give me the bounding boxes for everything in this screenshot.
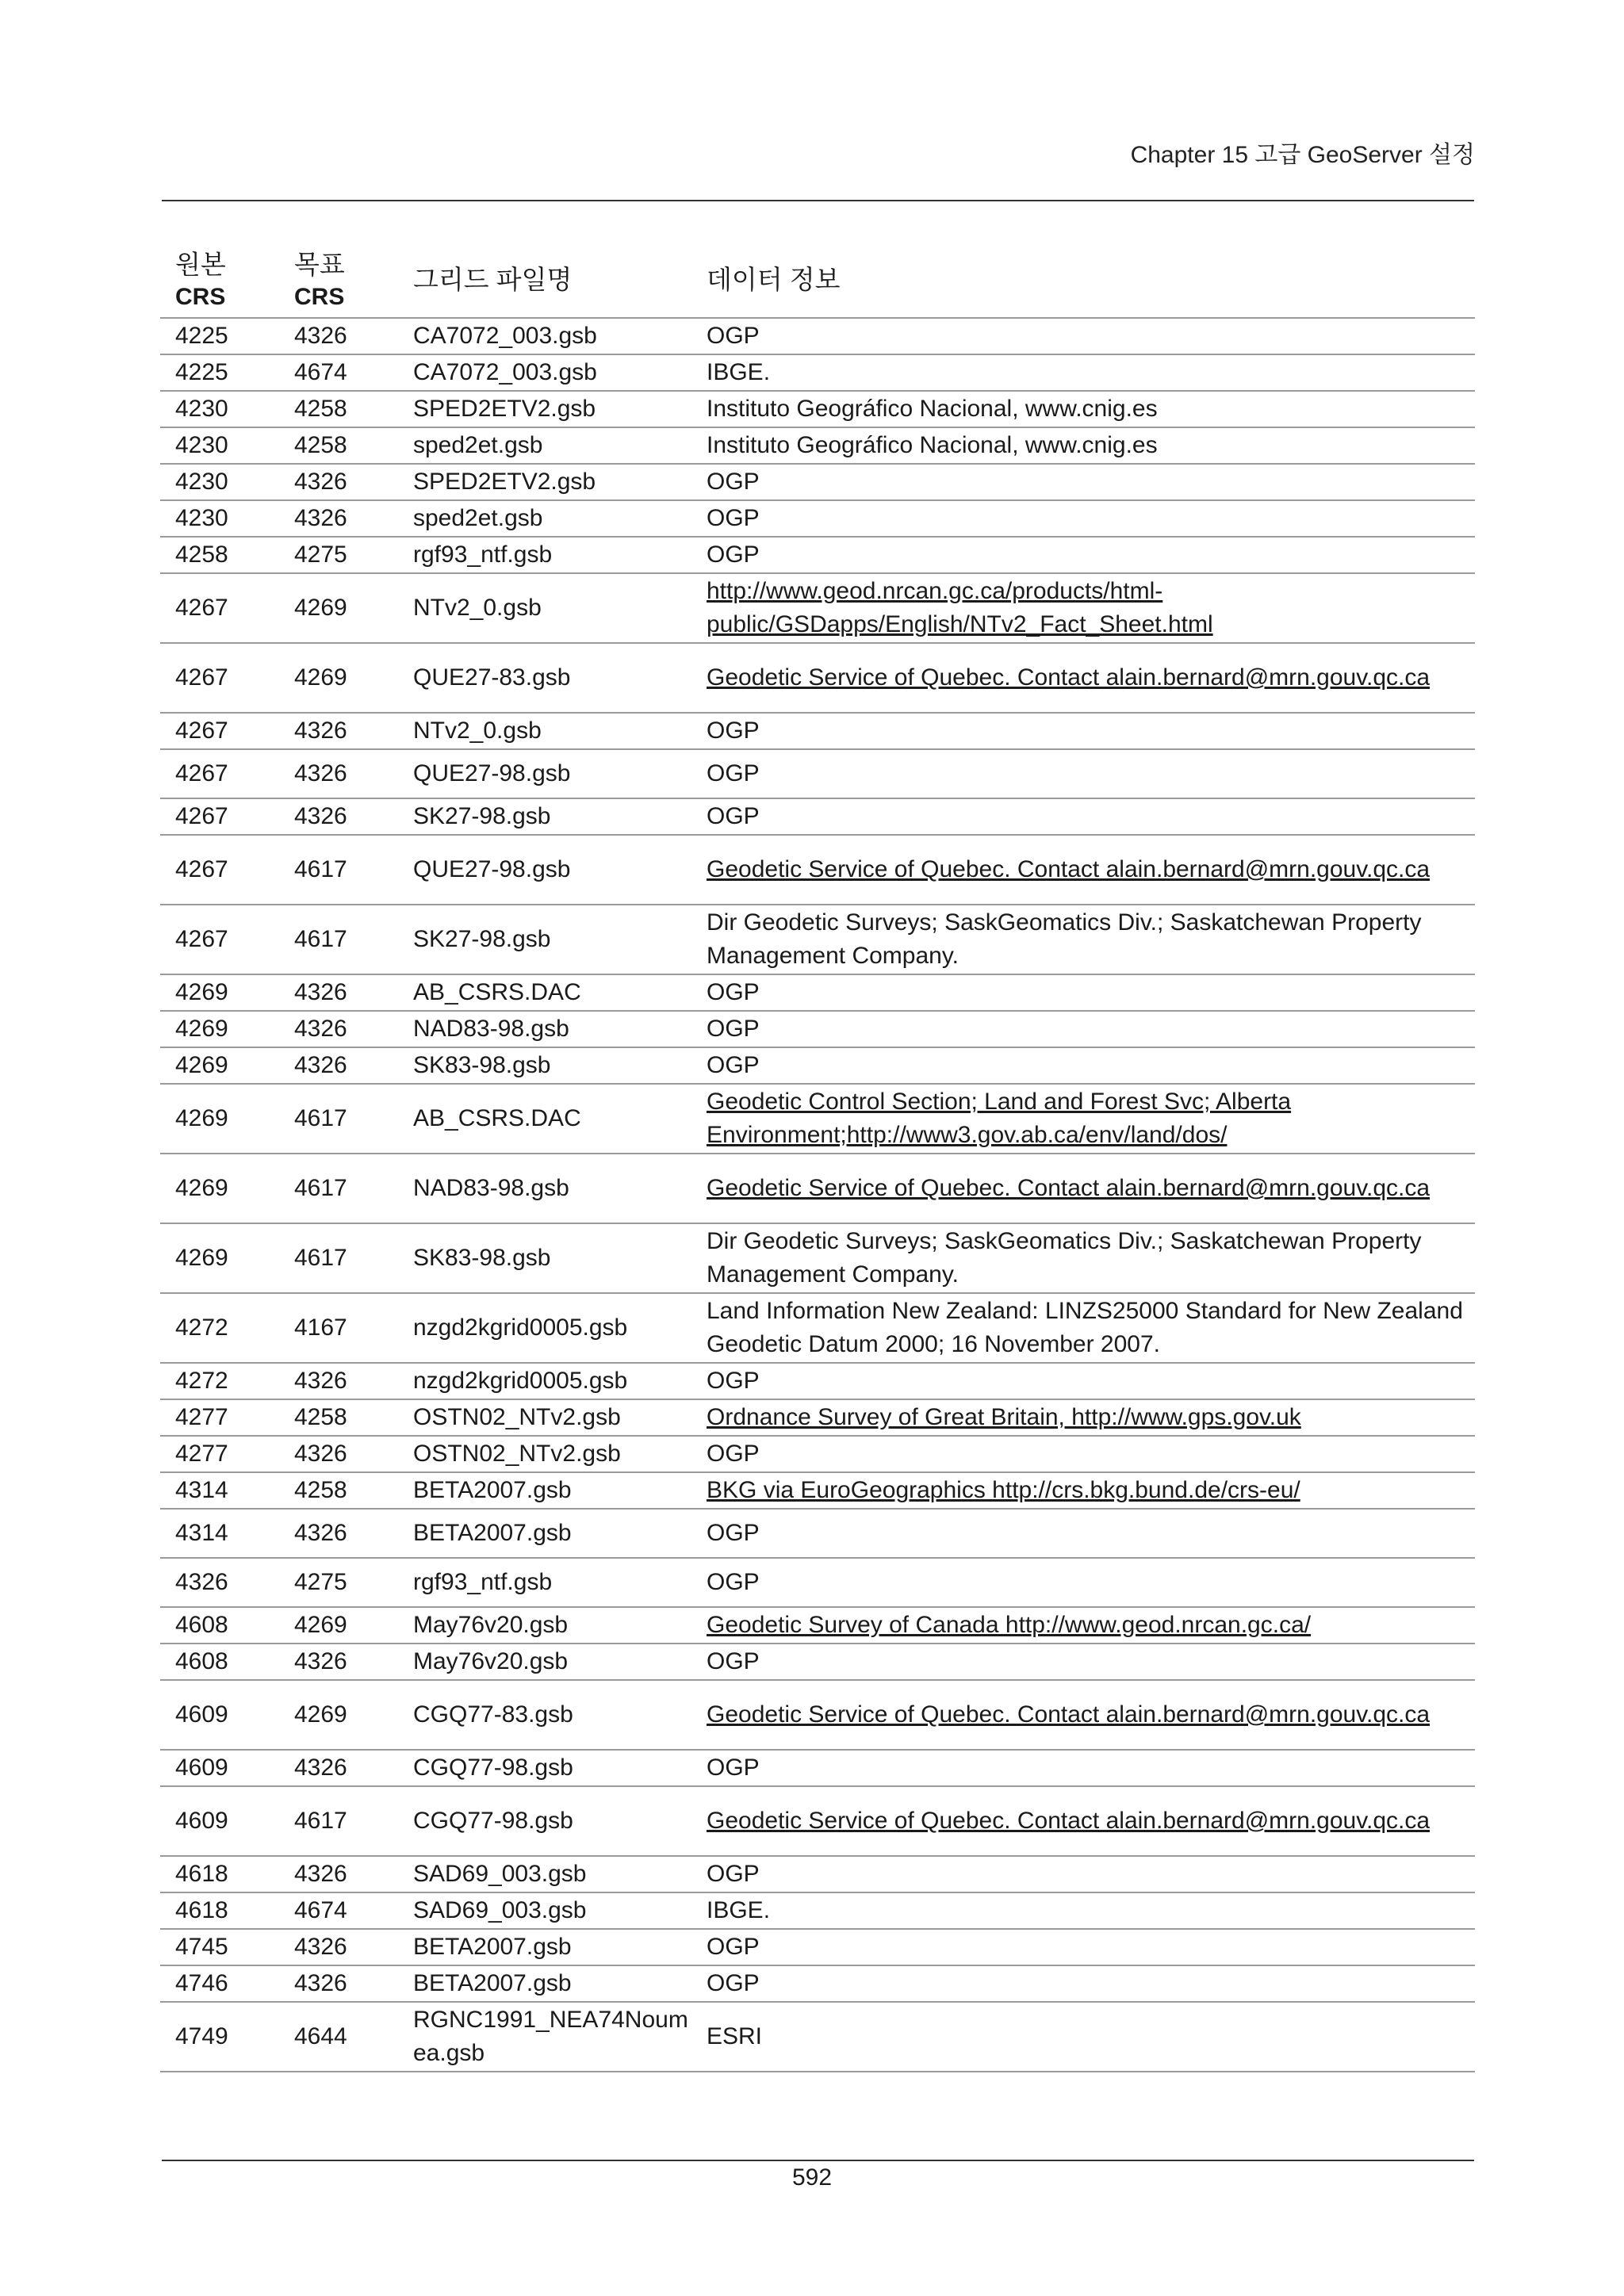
data-info-text: Dir Geodetic Surveys; SaskGeomatics Div.; Saskatchewan Property Management Company. <box>707 909 1422 969</box>
data-info-text: ESRI <box>707 2023 763 2049</box>
target-crs-cell: 4275 <box>279 1558 398 1607</box>
grid-file-cell: May76v20.gsb <box>398 1607 691 1644</box>
target-crs-cell: 4258 <box>279 1399 398 1436</box>
target-crs-cell: 4269 <box>279 573 398 643</box>
grid-file-cell: AB_CSRS.DAC <box>398 1084 691 1154</box>
source-crs-cell: 4269 <box>160 974 279 1011</box>
target-crs-cell: 4674 <box>279 1892 398 1929</box>
grid-file-cell: SK83-98.gsb <box>398 1223 691 1293</box>
data-info-text: OGP <box>707 1648 760 1674</box>
target-crs-cell: 4326 <box>279 1436 398 1472</box>
grid-file-cell: sped2et.gsb <box>398 500 691 537</box>
data-info-text: OGP <box>707 803 760 829</box>
table-row <box>160 1472 1475 1509</box>
data-info-text: OGP <box>707 718 760 744</box>
data-info-text: OGP <box>707 1052 760 1078</box>
table-row <box>160 1223 1475 1293</box>
source-crs-cell: 4618 <box>160 1856 279 1892</box>
table-row <box>160 2002 1475 2072</box>
source-crs-cell: 4314 <box>160 1472 279 1509</box>
target-crs-cell: 4326 <box>279 749 398 798</box>
target-crs-cell: 4644 <box>279 2002 398 2072</box>
page-number: 592 <box>791 2164 833 2191</box>
table-row <box>160 974 1475 1011</box>
data-info-text: OGP <box>707 1520 760 1546</box>
data-info-cell[interactable] <box>691 1680 1475 1750</box>
source-crs-cell: 4269 <box>160 1047 279 1084</box>
data-info-cell <box>691 500 1475 537</box>
grid-file-table <box>160 247 1475 2072</box>
data-info-text: Instituto Geográfico Nacional, www.cnig.es <box>707 432 1158 458</box>
header-data-info: 데이터 정보 <box>691 247 1475 318</box>
data-info-cell <box>691 713 1475 749</box>
data-info-text: OGP <box>707 760 760 786</box>
target-crs-cell: 4617 <box>279 905 398 974</box>
table-row <box>160 427 1475 464</box>
data-info-cell[interactable] <box>691 1607 1475 1644</box>
grid-file-cell: NAD83-98.gsb <box>398 1011 691 1047</box>
data-info-cell <box>691 391 1475 427</box>
target-crs-cell: 4326 <box>279 974 398 1011</box>
data-info-cell <box>691 749 1475 798</box>
source-crs-cell: 4608 <box>160 1607 279 1644</box>
source-crs-cell: 4269 <box>160 1011 279 1047</box>
data-info-cell <box>691 318 1475 354</box>
data-info-text: Dir Geodetic Surveys; SaskGeomatics Div.; Saskatchewan Property Management Company. <box>707 1228 1422 1288</box>
grid-file-cell: CA7072_003.gsb <box>398 354 691 391</box>
grid-file-cell: CGQ77-98.gsb <box>398 1786 691 1856</box>
data-info-cell <box>691 1558 1475 1607</box>
source-crs-cell: 4609 <box>160 1750 279 1786</box>
data-info-text: Land Information New Zealand: LINZS25000 Standard for New Zealand Geodetic Datum 2000; 16 November 2007. <box>707 1298 1463 1357</box>
data-info-text: OGP <box>707 979 760 1005</box>
data-info-text: OGP <box>707 1970 760 1996</box>
data-info-link[interactable]: Geodetic Service of Quebec. Contact alain.bernard@mrn.gouv.qc.ca <box>707 1701 1431 1728</box>
source-crs-cell: 4267 <box>160 749 279 798</box>
source-crs-cell: 4609 <box>160 1786 279 1856</box>
table-row <box>160 1786 1475 1856</box>
table-row <box>160 1680 1475 1750</box>
grid-file-cell: NTv2_0.gsb <box>398 713 691 749</box>
data-info-text: IBGE. <box>707 359 771 385</box>
header-target-label: 목표 <box>294 250 345 279</box>
footer-divider <box>162 2160 1474 2161</box>
target-crs-cell: 4326 <box>279 464 398 500</box>
source-crs-cell: 4272 <box>160 1293 279 1363</box>
grid-file-cell: CGQ77-98.gsb <box>398 1750 691 1786</box>
table-row <box>160 1644 1475 1680</box>
source-crs-cell: 4272 <box>160 1363 279 1399</box>
target-crs-cell: 4617 <box>279 1223 398 1293</box>
target-crs-cell: 4275 <box>279 537 398 573</box>
table-row <box>160 1929 1475 1965</box>
data-info-cell <box>691 905 1475 974</box>
target-crs-cell: 4326 <box>279 713 398 749</box>
data-info-cell[interactable] <box>691 1786 1475 1856</box>
target-crs-cell: 4326 <box>279 1750 398 1786</box>
data-info-cell[interactable] <box>691 1154 1475 1223</box>
header-target-crs-label: CRS <box>294 284 345 310</box>
data-info-cell <box>691 1750 1475 1786</box>
data-info-cell <box>691 1644 1475 1680</box>
table-row <box>160 1892 1475 1929</box>
data-info-text: OGP <box>707 1861 760 1887</box>
data-info-link[interactable]: Geodetic Service of Quebec. Contact alain.bernard@mrn.gouv.qc.ca <box>707 664 1431 691</box>
data-info-cell <box>691 1047 1475 1084</box>
source-crs-cell: 4225 <box>160 318 279 354</box>
target-crs-cell: 4617 <box>279 1154 398 1223</box>
data-info-cell <box>691 1856 1475 1892</box>
data-info-link[interactable]: BKG via EuroGeographics http://crs.bkg.bund.de/crs-eu/ <box>707 1477 1300 1503</box>
table-body <box>160 318 1475 2072</box>
source-crs-cell: 4225 <box>160 354 279 391</box>
source-crs-cell: 4267 <box>160 643 279 713</box>
grid-file-cell: SAD69_003.gsb <box>398 1856 691 1892</box>
table-row <box>160 1047 1475 1084</box>
data-info-cell <box>691 464 1475 500</box>
data-info-cell <box>691 2002 1475 2072</box>
source-crs-cell: 4745 <box>160 1929 279 1965</box>
grid-file-cell: nzgd2kgrid0005.gsb <box>398 1363 691 1399</box>
data-info-text: OGP <box>707 1755 760 1781</box>
data-info-text: OGP <box>707 1368 760 1394</box>
grid-file-cell: CGQ77-83.gsb <box>398 1680 691 1750</box>
source-crs-cell: 4608 <box>160 1644 279 1680</box>
target-crs-cell: 4326 <box>279 318 398 354</box>
source-crs-cell: 4230 <box>160 500 279 537</box>
source-crs-cell: 4230 <box>160 464 279 500</box>
target-crs-cell: 4326 <box>279 1929 398 1965</box>
table-row <box>160 713 1475 749</box>
grid-file-table-container <box>160 247 1475 2072</box>
source-crs-cell: 4269 <box>160 1223 279 1293</box>
grid-file-cell: RGNC1991_NEA74Noumea.gsb <box>398 2002 691 2072</box>
grid-file-cell: SAD69_003.gsb <box>398 1892 691 1929</box>
target-crs-cell: 4167 <box>279 1293 398 1363</box>
target-crs-cell: 4269 <box>279 1607 398 1644</box>
data-info-link[interactable]: http://www.geod.nrcan.gc.ca/products/html-public/GSDapps/English/NTv2_Fact_Sheet.html <box>707 578 1213 637</box>
header-source-crs-label: CRS <box>175 284 226 310</box>
grid-file-cell: BETA2007.gsb <box>398 1965 691 2002</box>
data-info-cell[interactable] <box>691 835 1475 905</box>
source-crs-cell: 4267 <box>160 573 279 643</box>
source-crs-cell: 4258 <box>160 537 279 573</box>
table-row <box>160 1084 1475 1154</box>
grid-file-cell: BETA2007.gsb <box>398 1509 691 1558</box>
header-grid-file: 그리드 파일명 <box>398 247 691 318</box>
grid-file-cell: QUE27-98.gsb <box>398 749 691 798</box>
grid-file-cell: QUE27-83.gsb <box>398 643 691 713</box>
header-source-crs <box>160 247 279 318</box>
data-info-cell <box>691 1929 1475 1965</box>
data-info-text: OGP <box>707 323 760 349</box>
target-crs-cell: 4269 <box>279 643 398 713</box>
target-crs-cell: 4326 <box>279 1509 398 1558</box>
table-row <box>160 537 1475 573</box>
table-row <box>160 749 1475 798</box>
data-info-cell[interactable] <box>691 573 1475 643</box>
data-info-cell[interactable] <box>691 1084 1475 1154</box>
table-row <box>160 905 1475 974</box>
table-row <box>160 1856 1475 1892</box>
table-row <box>160 1607 1475 1644</box>
grid-file-cell: QUE27-98.gsb <box>398 835 691 905</box>
data-info-cell <box>691 1436 1475 1472</box>
data-info-cell <box>691 1363 1475 1399</box>
target-crs-cell: 4617 <box>279 1786 398 1856</box>
source-crs-cell: 4267 <box>160 798 279 835</box>
header-divider <box>162 200 1474 201</box>
table-row <box>160 1750 1475 1786</box>
source-crs-cell: 4267 <box>160 905 279 974</box>
grid-file-cell: CA7072_003.gsb <box>398 318 691 354</box>
target-crs-cell: 4326 <box>279 1047 398 1084</box>
data-info-text: IBGE. <box>707 1897 771 1923</box>
data-info-cell <box>691 354 1475 391</box>
data-info-cell <box>691 427 1475 464</box>
grid-file-cell: BETA2007.gsb <box>398 1929 691 1965</box>
data-info-cell <box>691 537 1475 573</box>
source-crs-cell: 4277 <box>160 1399 279 1436</box>
table-row <box>160 1399 1475 1436</box>
table-row <box>160 1509 1475 1558</box>
data-info-link[interactable]: Geodetic Control Section; Land and Forest Svc; Alberta Environment;http://www3.gov.ab.ca/env/land/dos/ <box>707 1089 1292 1148</box>
grid-file-cell: SPED2ETV2.gsb <box>398 464 691 500</box>
table-row <box>160 500 1475 537</box>
table-row <box>160 573 1475 643</box>
source-crs-cell: 4230 <box>160 391 279 427</box>
source-crs-cell: 4269 <box>160 1154 279 1223</box>
source-crs-cell: 4618 <box>160 1892 279 1929</box>
target-crs-cell: 4258 <box>279 391 398 427</box>
data-info-cell <box>691 1965 1475 2002</box>
data-info-text: Instituto Geográfico Nacional, www.cnig.es <box>707 396 1158 422</box>
target-crs-cell: 4326 <box>279 1011 398 1047</box>
data-info-cell[interactable] <box>691 1399 1475 1436</box>
table-row <box>160 318 1475 354</box>
grid-file-cell: nzgd2kgrid0005.gsb <box>398 1293 691 1363</box>
target-crs-cell: 4326 <box>279 1363 398 1399</box>
data-info-cell <box>691 1293 1475 1363</box>
grid-file-cell: AB_CSRS.DAC <box>398 974 691 1011</box>
grid-file-cell: BETA2007.gsb <box>398 1472 691 1509</box>
data-info-text: OGP <box>707 469 760 495</box>
table-row <box>160 643 1475 713</box>
table-row <box>160 354 1475 391</box>
target-crs-cell: 4326 <box>279 1965 398 2002</box>
grid-file-cell: SPED2ETV2.gsb <box>398 391 691 427</box>
data-info-cell <box>691 798 1475 835</box>
source-crs-cell: 4277 <box>160 1436 279 1472</box>
grid-file-cell: NAD83-98.gsb <box>398 1154 691 1223</box>
table-row <box>160 798 1475 835</box>
target-crs-cell: 4617 <box>279 1084 398 1154</box>
table-row <box>160 1965 1475 2002</box>
table-row <box>160 1558 1475 1607</box>
target-crs-cell: 4258 <box>279 427 398 464</box>
table-row <box>160 835 1475 905</box>
grid-file-cell: OSTN02_NTv2.gsb <box>398 1399 691 1436</box>
target-crs-cell: 4258 <box>279 1472 398 1509</box>
table-row <box>160 1363 1475 1399</box>
data-info-cell <box>691 1509 1475 1558</box>
data-info-cell <box>691 1011 1475 1047</box>
chapter-header: Chapter 15 고급 GeoServer 설정 <box>1130 142 1475 168</box>
grid-file-cell: rgf93_ntf.gsb <box>398 1558 691 1607</box>
grid-file-cell: SK83-98.gsb <box>398 1047 691 1084</box>
source-crs-cell: 4746 <box>160 1965 279 2002</box>
target-crs-cell: 4269 <box>279 1680 398 1750</box>
grid-file-cell: OSTN02_NTv2.gsb <box>398 1436 691 1472</box>
grid-file-cell: NTv2_0.gsb <box>398 573 691 643</box>
source-crs-cell: 4749 <box>160 2002 279 2072</box>
data-info-text: OGP <box>707 1016 760 1042</box>
header-source-label: 원본 <box>175 250 226 279</box>
source-crs-cell: 4267 <box>160 713 279 749</box>
data-info-cell <box>691 1223 1475 1293</box>
source-crs-cell: 4314 <box>160 1509 279 1558</box>
data-info-link[interactable]: Geodetic Service of Quebec. Contact alain.bernard@mrn.gouv.qc.ca <box>707 856 1431 882</box>
header-target-crs <box>279 247 398 318</box>
data-info-cell[interactable] <box>691 643 1475 713</box>
target-crs-cell: 4326 <box>279 1856 398 1892</box>
target-crs-cell: 4326 <box>279 500 398 537</box>
data-info-text: OGP <box>707 1934 760 1960</box>
data-info-text: OGP <box>707 1441 760 1467</box>
grid-file-cell: SK27-98.gsb <box>398 905 691 974</box>
data-info-text: OGP <box>707 1569 760 1595</box>
target-crs-cell: 4326 <box>279 798 398 835</box>
table-row <box>160 1436 1475 1472</box>
source-crs-cell: 4609 <box>160 1680 279 1750</box>
grid-file-cell: SK27-98.gsb <box>398 798 691 835</box>
source-crs-cell: 4269 <box>160 1084 279 1154</box>
data-info-cell <box>691 974 1475 1011</box>
data-info-link[interactable]: Ordnance Survey of Great Britain, http://www.gps.gov.uk <box>707 1404 1301 1430</box>
grid-file-cell: sped2et.gsb <box>398 427 691 464</box>
grid-file-cell: rgf93_ntf.gsb <box>398 537 691 573</box>
data-info-text: OGP <box>707 505 760 531</box>
data-info-text: OGP <box>707 541 760 568</box>
data-info-link[interactable]: Geodetic Service of Quebec. Contact alain.bernard@mrn.gouv.qc.ca <box>707 1808 1431 1834</box>
source-crs-cell: 4267 <box>160 835 279 905</box>
grid-file-cell: May76v20.gsb <box>398 1644 691 1680</box>
table-row <box>160 464 1475 500</box>
source-crs-cell: 4230 <box>160 427 279 464</box>
data-info-link[interactable]: Geodetic Service of Quebec. Contact alain.bernard@mrn.gouv.qc.ca <box>707 1175 1431 1201</box>
table-row <box>160 1154 1475 1223</box>
target-crs-cell: 4617 <box>279 835 398 905</box>
table-row <box>160 1293 1475 1363</box>
table-header-row <box>160 247 1475 318</box>
data-info-link[interactable]: Geodetic Survey of Canada http://www.geod.nrcan.gc.ca/ <box>707 1612 1312 1638</box>
data-info-cell[interactable] <box>691 1472 1475 1509</box>
target-crs-cell: 4326 <box>279 1644 398 1680</box>
table-row <box>160 391 1475 427</box>
data-info-cell <box>691 1892 1475 1929</box>
target-crs-cell: 4674 <box>279 354 398 391</box>
source-crs-cell: 4326 <box>160 1558 279 1607</box>
table-row <box>160 1011 1475 1047</box>
